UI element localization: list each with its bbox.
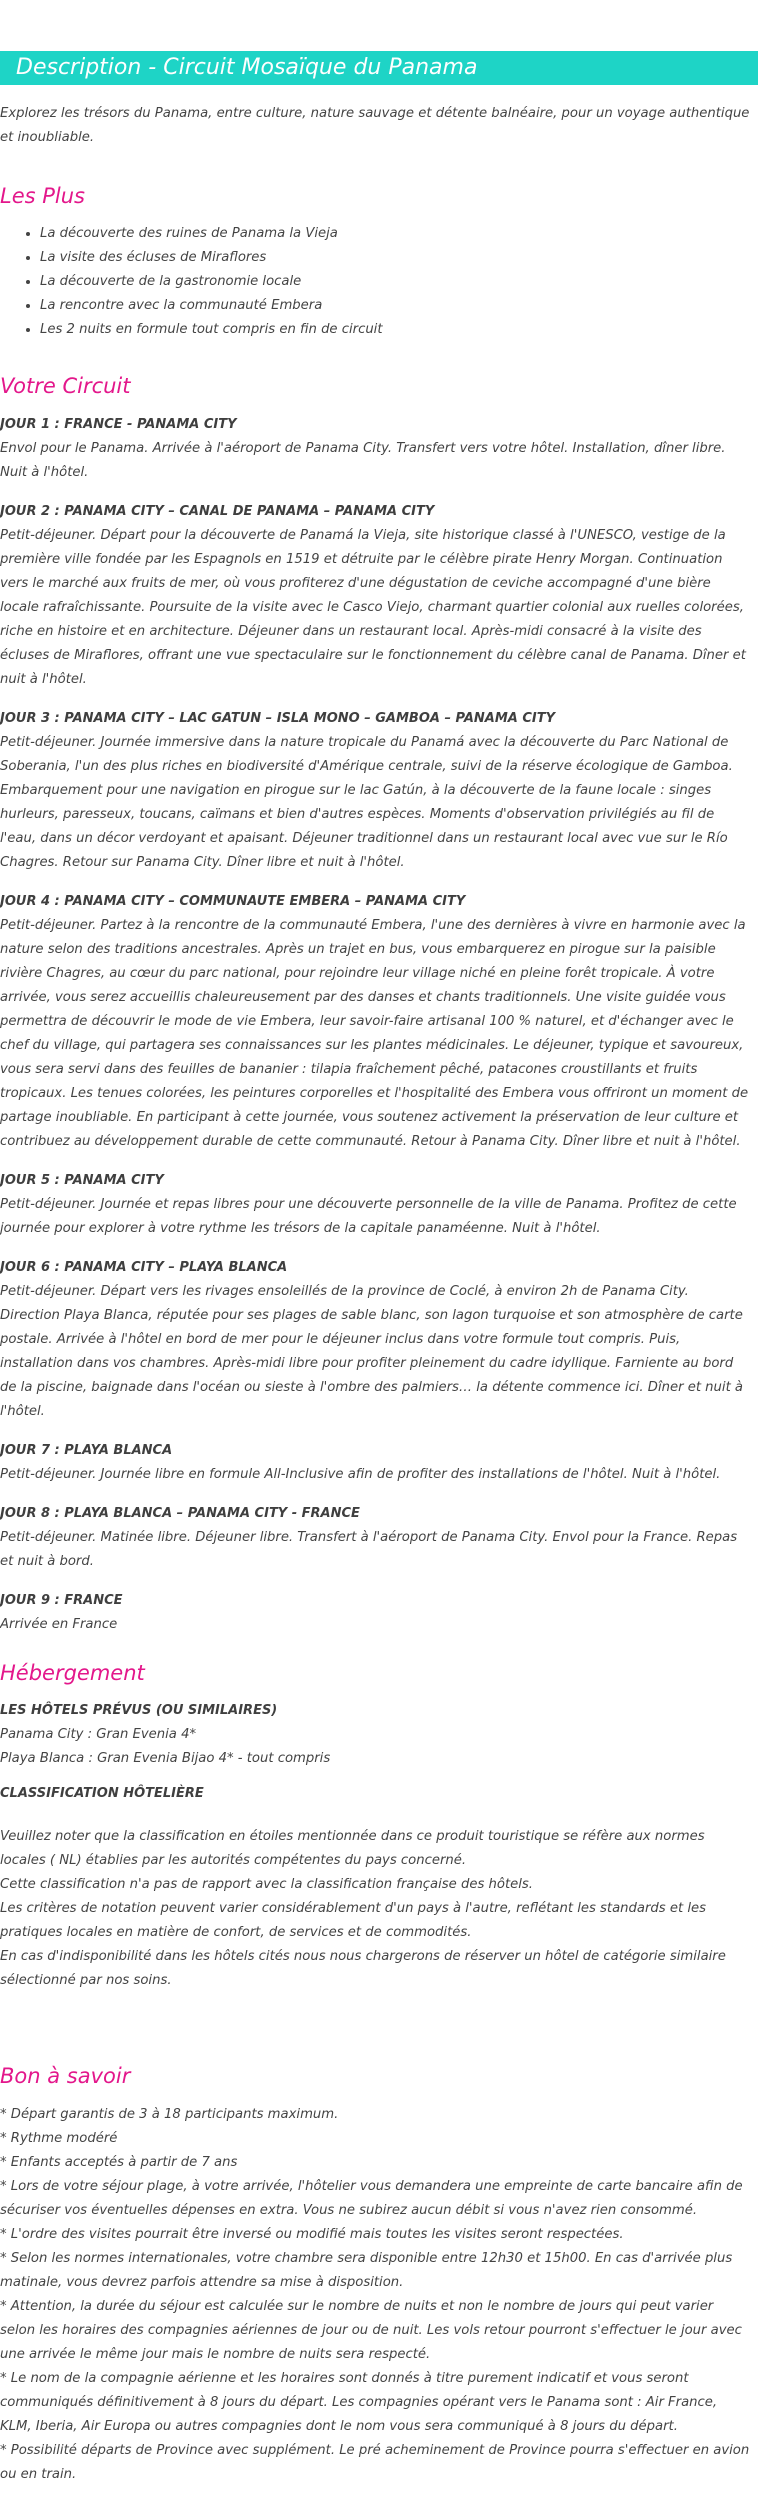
- section-heading-hebergement: Hébergement: [0, 1661, 145, 1685]
- day-title: JOUR 5 : PANAMA CITY: [0, 1173, 164, 1188]
- section-heading-circuit: Votre Circuit: [0, 374, 131, 398]
- info-line: * Enfants acceptés à partir de 7 ans: [0, 2155, 238, 2170]
- list-item: • La découverte de la gastronomie locale: [40, 270, 740, 294]
- day-block: [0, 1439, 752, 1487]
- day-block: [0, 1589, 752, 1637]
- list-item: • La découverte des ruines de Panama la Vieja: [40, 222, 740, 246]
- day-title: JOUR 3 : PANAMA CITY – LAC GATUN – ISLA MONO – GAMBOA – PANAMA CITY: [0, 711, 556, 726]
- bon-a-savoir-section: [0, 2103, 752, 2487]
- info-line: * L'ordre des visites pourrait être inversé ou modifié mais toutes les visites seront respectées.: [0, 2227, 624, 2242]
- day-text: Petit-déjeuner. Journée libre en formule All-Inclusive afin de profiter des installations de l'hôtel. Nuit à l'hôtel.: [0, 1467, 721, 1482]
- info-line: * Attention, la durée du séjour est calculée sur le nombre de nuits et non le nombre de jours qui peut varier selon les horaires des compagnies aériennes de jour ou de nuit. Les vols retour pourront s'effectuer le jour avec une arrivée le même jour mais le nombre de nuits sera respecté.: [0, 2299, 742, 2362]
- day-title: JOUR 9 : FRANCE: [0, 1593, 123, 1608]
- itinerary: [0, 413, 752, 1652]
- day-block: [0, 707, 752, 875]
- day-title: JOUR 7 : PLAYA BLANCA: [0, 1443, 173, 1458]
- day-title: JOUR 4 : PANAMA CITY – COMMUNAUTE EMBERA – PANAMA CITY: [0, 894, 466, 909]
- day-block: [0, 1256, 752, 1424]
- intro-text: Explorez les trésors du Panama, entre culture, nature sauvage et détente balnéaire, pour un voyage authentique et inoubliable.: [0, 106, 750, 145]
- day-text: Petit-déjeuner. Départ pour la découverte de Panamá la Vieja, site historique classé à l'UNESCO, vestige de la première ville fondée par les Espagnols en 1519 et détruite par le célèbre pirate Henry Morgan. Continuation vers le marché aux fruits de mer, où vous profiterez d'une dégustation de ceviche accompagné d'une bière locale rafraîchissante. Poursuite de la visite avec le Casco Viejo, charmant quartier colonial aux ruelles colorées, riche en histoire et en architecture. Déjeuner dans un restaurant local. Après-midi consacré à la visite des écluses de Miraflores, offrant une vue spectaculaire sur le fonctionnement du célèbre canal de Panama. Dîner et nuit à l'hôtel.: [0, 528, 746, 687]
- info-line: * Départ garantis de 3 à 18 participants maximum.: [0, 2107, 339, 2122]
- day-text: Petit-déjeuner. Matinée libre. Déjeuner libre. Transfert à l'aéroport de Panama City. Envol pour la France. Repas et nuit à bord.: [0, 1530, 738, 1569]
- day-text: Petit-déjeuner. Journée et repas libres pour une découverte personnelle de la ville de Panama. Profitez de cette journée pour explorer à votre rythme les trésors de la capitale panaméenne. Nuit à l'hôtel.: [0, 1197, 737, 1236]
- day-title: JOUR 1 : FRANCE - PANAMA CITY: [0, 417, 237, 432]
- day-block: [0, 1502, 752, 1574]
- day-text: Petit-déjeuner. Journée immersive dans la nature tropicale du Panamá avec la découverte du Parc National de Soberania, l'un des plus riches en biodiversité d'Amérique centrale, suivi de la réserve écologique de Gamboa. Embarquement pour une navigation en pirogue sur le lac Gatún, à la découverte de la faune locale : singes hurleurs, paresseux, toucans, caïmans et bien d'autres espèces. Moments d'observation privilégiés au fil de l'eau, dans un décor verdoyant et apaisant. Déjeuner traditionnel dans un restaurant local avec vue sur le Río Chagres. Retour sur Panama City. Dîner libre et nuit à l'hôtel.: [0, 735, 733, 870]
- list-item: • Les 2 nuits en formule tout compris en fin de circuit: [40, 318, 740, 342]
- list-item: • La visite des écluses de Miraflores: [40, 246, 740, 270]
- classification-line: Cette classification n'a pas de rapport avec la classification française des hôtels.: [0, 1877, 533, 1892]
- day-title: JOUR 6 : PANAMA CITY – PLAYA BLANCA: [0, 1260, 288, 1275]
- section-heading-plus: Les Plus: [0, 184, 85, 208]
- day-text: Petit-déjeuner. Partez à la rencontre de la communauté Embera, l'une des dernières à vivre en harmonie avec la nature selon des traditions ancestrales. Après un trajet en bus, vous embarquerez en pirogue sur la paisible rivière Chagres, au cœur du parc national, pour rejoindre leur village niché en pleine forêt tropicale. À votre arrivée, vous serez accueillis chaleureusement par des danses et chants traditionnels. Une visite guidée vous permettra de découvrir le mode de vie Embera, leur savoir-faire artisanal 100 % naturel, et d'échanger avec le chef du village, qui partagera ses connaissances sur les plantes médicinales. Le déjeuner, typique et savoureux, vous sera servi dans des feuilles de bananier : tilapia fraîchement pêché, patacones croustillants et fruits tropicaux. Les tenues colorées, les peintures corporelles et l'hospitalité des Embera vous offriront un moment de partage inoubliable. En participant à cette journée, vous soutenez activement la préservation de leur culture et contribuez au développement durable de cette communauté. Retour à Panama City. Dîner libre et nuit à l'hôtel.: [0, 918, 749, 1149]
- hotels-title: LES HÔTELS PRÉVUS (OU SIMILAIRES): [0, 1703, 278, 1718]
- info-line: * Le nom de la compagnie aérienne et les horaires sont donnés à titre purement indicatif et vous seront communiqués définitivement à 8 jours du départ. Les compagnies opérant vers le Panama sont : Air France, KLM, Iberia, Air Europa ou autres compagnies dont le nom vous sera communiqué à 8 jours du départ.: [0, 2371, 718, 2434]
- day-block: [0, 500, 752, 692]
- day-block: [0, 890, 752, 1154]
- hebergement-section: [0, 1699, 752, 1993]
- day-title: JOUR 2 : PANAMA CITY – CANAL DE PANAMA – PANAMA CITY: [0, 504, 435, 519]
- day-block: [0, 413, 752, 485]
- day-text: Petit-déjeuner. Départ vers les rivages ensoleillés de la province de Coclé, à environ 2h de Panama City. Direction Playa Blanca, réputée pour ses plages de sable blanc, son lagon turquoise et son atmosphère de carte postale. Arrivée à l'hôtel en bord de mer pour le déjeuner inclus dans votre formule tout compris. Puis, installation dans vos chambres. Après-midi libre pour profiter pleinement du cadre idyllique. Farniente au bord de la piscine, baignade dans l'océan ou sieste à l'ombre des palmiers… la détente commence ici. Dîner et nuit à l'hôtel.: [0, 1284, 744, 1419]
- classification-line: Veuillez noter que la classification en étoiles mentionnée dans ce produit touristique se réfère aux normes locales ( NL) établies par les autorités compétentes du pays concerné.: [0, 1829, 705, 1868]
- section-heading-bon-a-savoir: Bon à savoir: [0, 2064, 131, 2088]
- classification-title: CLASSIFICATION HÔTELIÈRE: [0, 1786, 204, 1801]
- hotel-line: Panama City : Gran Evenia 4*: [0, 1727, 197, 1742]
- info-line: * Rythme modéré: [0, 2131, 118, 2146]
- classification-line: Les critères de notation peuvent varier considérablement d'un pays à l'autre, reflétant les standards et les pratiques locales en matière de confort, de services et de commodités.: [0, 1901, 706, 1940]
- plus-list: [0, 222, 740, 342]
- info-line: * Lors de votre séjour plage, à votre arrivée, l'hôtelier vous demandera une empreinte de carte bancaire afin de sécuriser vos éventuelles dépenses en extra. Vous ne subirez aucun débit si vous n'avez rien consommé.: [0, 2179, 743, 2218]
- page-title: Description - Circuit Mosaïque du Panama: [0, 51, 758, 85]
- day-text: Envol pour le Panama. Arrivée à l'aéroport de Panama City. Transfert vers votre hôtel. Installation, dîner libre. Nuit à l'hôtel.: [0, 441, 726, 480]
- day-text: Arrivée en France: [0, 1617, 118, 1632]
- hotel-line: Playa Blanca : Gran Evenia Bijao 4* - tout compris: [0, 1751, 331, 1766]
- classification-line: En cas d'indisponibilité dans les hôtels cités nous nous chargerons de réserver un hôtel de catégorie similaire sélectionné par nos soins.: [0, 1949, 726, 1988]
- day-title: JOUR 8 : PLAYA BLANCA – PANAMA CITY - FRANCE: [0, 1506, 360, 1521]
- info-line: * Possibilité départs de Province avec supplément. Le pré acheminement de Province pourra s'effectuer en avion ou en train.: [0, 2443, 750, 2482]
- info-line: * Selon les normes internationales, votre chambre sera disponible entre 12h30 et 15h00. En cas d'arrivée plus matinale, vous devrez parfois attendre sa mise à disposition.: [0, 2251, 733, 2290]
- list-item: • La rencontre avec la communauté Embera: [40, 294, 740, 318]
- day-block: [0, 1169, 752, 1241]
